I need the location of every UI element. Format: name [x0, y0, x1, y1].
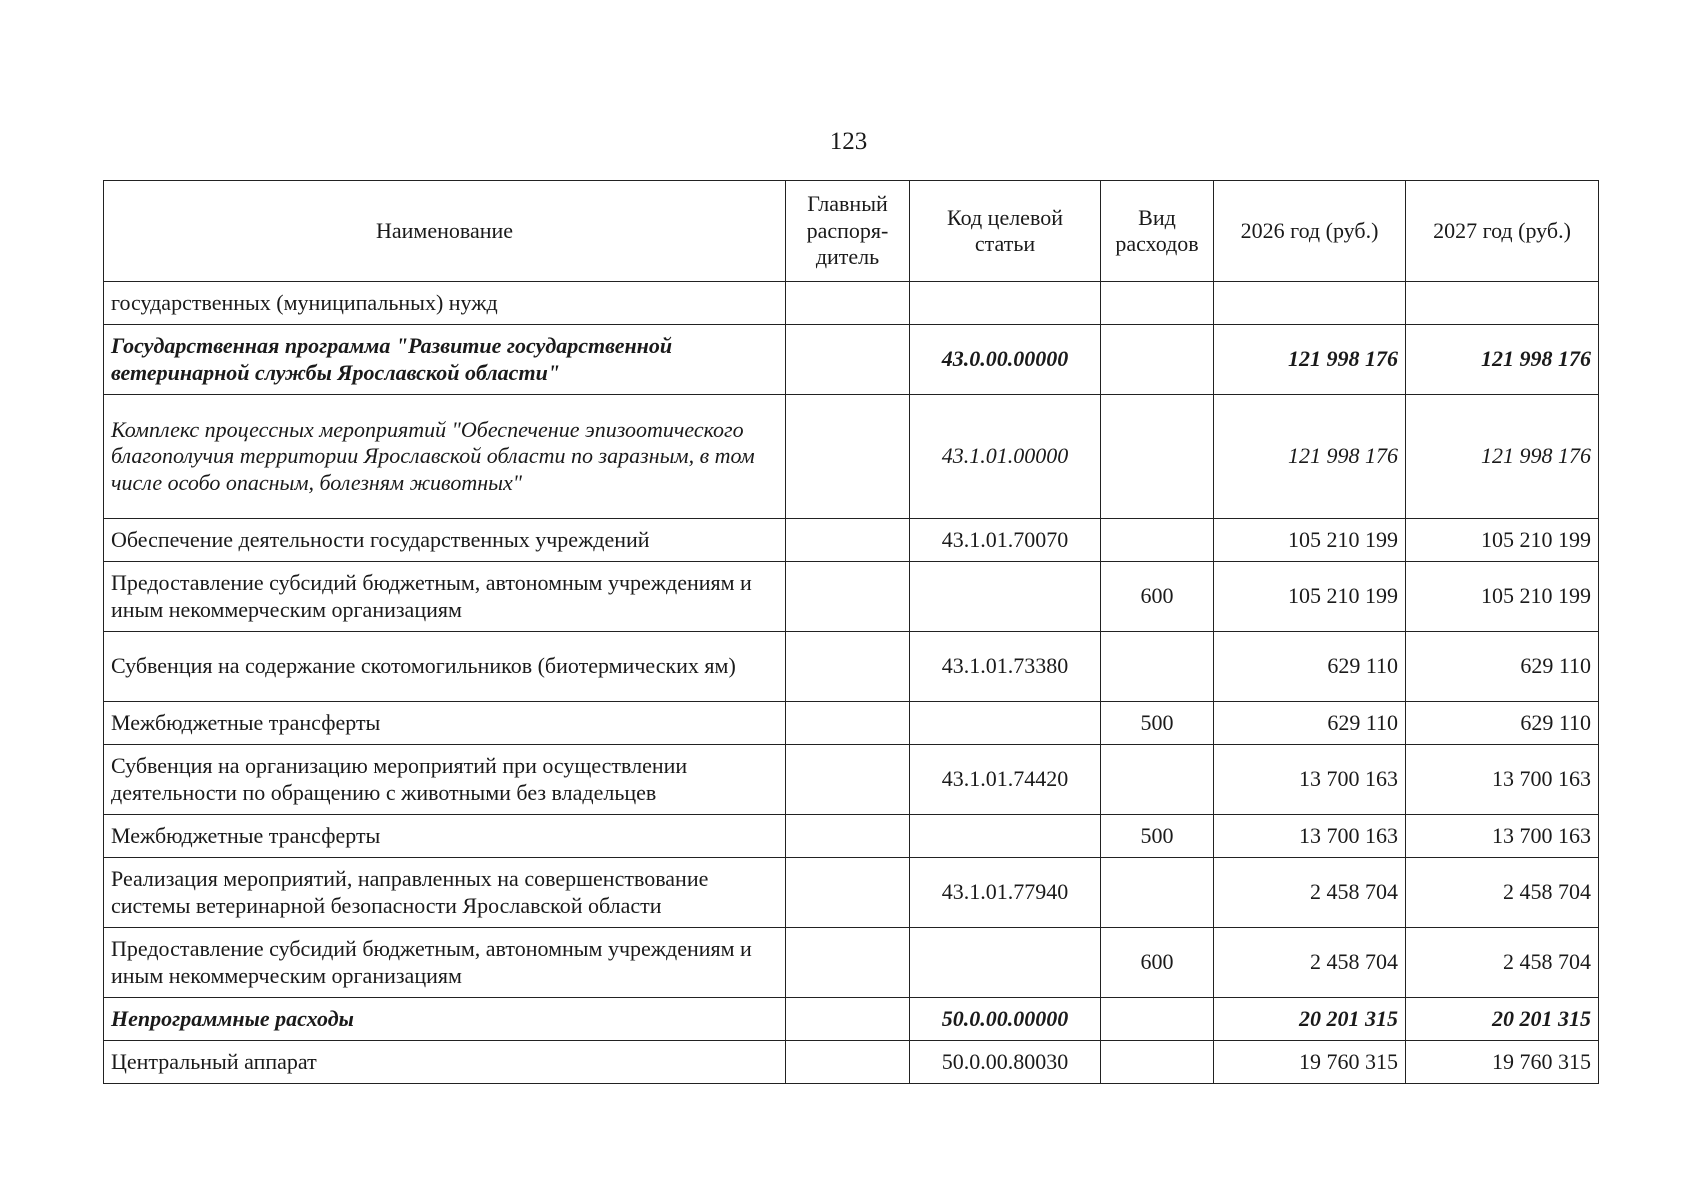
row-year-2026-cell: 13 700 163 [1214, 745, 1406, 815]
row-name-cell: Предоставление субсидий бюджетным, автономным учреждениям и иным некоммерческим организациям [104, 928, 786, 998]
budget-table [103, 180, 1599, 1084]
row-name-cell: Межбюджетные трансферты [104, 702, 786, 745]
row-name-cell: государственных (муниципальных) нужд [104, 282, 786, 325]
row-year-2026-cell: 629 110 [1214, 702, 1406, 745]
row-expense-type-cell: 600 [1101, 562, 1214, 632]
row-target-code-cell [910, 282, 1101, 325]
row-expense-type-cell: 500 [1101, 702, 1214, 745]
table-body [104, 282, 1599, 1084]
row-year-2027-cell: 13 700 163 [1406, 745, 1599, 815]
row-main-manager-cell [786, 998, 910, 1041]
header-year-2026: 2026 год (руб.) [1214, 181, 1406, 282]
header-main-manager: Главный распоря-дитель [786, 181, 910, 282]
row-expense-type-cell [1101, 395, 1214, 519]
row-main-manager-cell [786, 519, 910, 562]
row-year-2027-cell: 2 458 704 [1406, 858, 1599, 928]
table-row [104, 702, 1599, 745]
row-year-2027-cell: 121 998 176 [1406, 325, 1599, 395]
row-expense-type-cell [1101, 858, 1214, 928]
row-expense-type-cell [1101, 998, 1214, 1041]
row-year-2026-cell: 105 210 199 [1214, 562, 1406, 632]
row-main-manager-cell [786, 815, 910, 858]
table-row [104, 745, 1599, 815]
table-row [104, 282, 1599, 325]
row-target-code-cell: 43.0.00.00000 [910, 325, 1101, 395]
row-year-2027-cell: 13 700 163 [1406, 815, 1599, 858]
row-expense-type-cell [1101, 745, 1214, 815]
row-name-cell: Реализация мероприятий, направленных на совершенствование системы ветеринарной безопасности Ярославской области [104, 858, 786, 928]
row-target-code-cell: 43.1.01.77940 [910, 858, 1101, 928]
row-expense-type-cell [1101, 325, 1214, 395]
row-main-manager-cell [786, 325, 910, 395]
row-main-manager-cell [786, 1041, 910, 1084]
row-name-cell: Комплекс процессных мероприятий "Обеспечение эпизоотического благополучия территории Ярославской области по заразным, в том числе особо опасным, болезням животных" [104, 395, 786, 519]
row-year-2027-cell: 629 110 [1406, 632, 1599, 702]
row-year-2026-cell: 2 458 704 [1214, 858, 1406, 928]
row-year-2027-cell [1406, 282, 1599, 325]
table-row [104, 562, 1599, 632]
row-year-2027-cell: 105 210 199 [1406, 519, 1599, 562]
row-year-2026-cell: 19 760 315 [1214, 1041, 1406, 1084]
row-year-2027-cell: 19 760 315 [1406, 1041, 1599, 1084]
table-row [104, 998, 1599, 1041]
row-expense-type-cell [1101, 519, 1214, 562]
table-row [104, 1041, 1599, 1084]
table-header-row [104, 181, 1599, 282]
header-target-code: Код целевой статьи [910, 181, 1101, 282]
row-name-cell: Непрограммные расходы [104, 998, 786, 1041]
row-main-manager-cell [786, 928, 910, 998]
row-expense-type-cell [1101, 1041, 1214, 1084]
row-target-code-cell: 43.1.01.74420 [910, 745, 1101, 815]
row-year-2026-cell: 105 210 199 [1214, 519, 1406, 562]
row-name-cell: Центральный аппарат [104, 1041, 786, 1084]
table-row [104, 519, 1599, 562]
table-row [104, 815, 1599, 858]
row-main-manager-cell [786, 702, 910, 745]
row-target-code-cell [910, 562, 1101, 632]
row-expense-type-cell: 600 [1101, 928, 1214, 998]
row-name-cell: Предоставление субсидий бюджетным, автономным учреждениям и иным некоммерческим организациям [104, 562, 786, 632]
row-target-code-cell: 43.1.01.73380 [910, 632, 1101, 702]
table-row [104, 858, 1599, 928]
row-target-code-cell [910, 815, 1101, 858]
row-target-code-cell [910, 928, 1101, 998]
row-year-2026-cell: 2 458 704 [1214, 928, 1406, 998]
row-main-manager-cell [786, 745, 910, 815]
header-year-2027: 2027 год (руб.) [1406, 181, 1599, 282]
row-year-2027-cell: 20 201 315 [1406, 998, 1599, 1041]
row-main-manager-cell [786, 562, 910, 632]
row-target-code-cell: 43.1.01.00000 [910, 395, 1101, 519]
row-main-manager-cell [786, 632, 910, 702]
header-name: Наименование [104, 181, 786, 282]
row-main-manager-cell [786, 282, 910, 325]
header-expense-type: Вид расходов [1101, 181, 1214, 282]
row-expense-type-cell: 500 [1101, 815, 1214, 858]
row-year-2026-cell: 20 201 315 [1214, 998, 1406, 1041]
row-year-2026-cell: 13 700 163 [1214, 815, 1406, 858]
row-year-2026-cell: 629 110 [1214, 632, 1406, 702]
row-year-2026-cell: 121 998 176 [1214, 395, 1406, 519]
row-target-code-cell [910, 702, 1101, 745]
row-year-2026-cell [1214, 282, 1406, 325]
table-row [104, 325, 1599, 395]
row-name-cell: Обеспечение деятельности государственных учреждений [104, 519, 786, 562]
table-row [104, 632, 1599, 702]
row-target-code-cell: 43.1.01.70070 [910, 519, 1101, 562]
row-year-2027-cell: 629 110 [1406, 702, 1599, 745]
row-expense-type-cell [1101, 632, 1214, 702]
row-target-code-cell: 50.0.00.00000 [910, 998, 1101, 1041]
row-target-code-cell: 50.0.00.80030 [910, 1041, 1101, 1084]
table-row [104, 928, 1599, 998]
row-expense-type-cell [1101, 282, 1214, 325]
row-name-cell: Государственная программа "Развитие государственной ветеринарной службы Ярославской области" [104, 325, 786, 395]
row-main-manager-cell [786, 395, 910, 519]
row-main-manager-cell [786, 858, 910, 928]
row-year-2027-cell: 2 458 704 [1406, 928, 1599, 998]
row-name-cell: Субвенция на организацию мероприятий при осуществлении деятельности по обращению с животными без владельцев [104, 745, 786, 815]
row-name-cell: Субвенция на содержание скотомогильников (биотермических ям) [104, 632, 786, 702]
row-name-cell: Межбюджетные трансферты [104, 815, 786, 858]
row-year-2027-cell: 121 998 176 [1406, 395, 1599, 519]
row-year-2026-cell: 121 998 176 [1214, 325, 1406, 395]
page-number: 123 [829, 128, 868, 155]
row-year-2027-cell: 105 210 199 [1406, 562, 1599, 632]
table-row [104, 395, 1599, 519]
